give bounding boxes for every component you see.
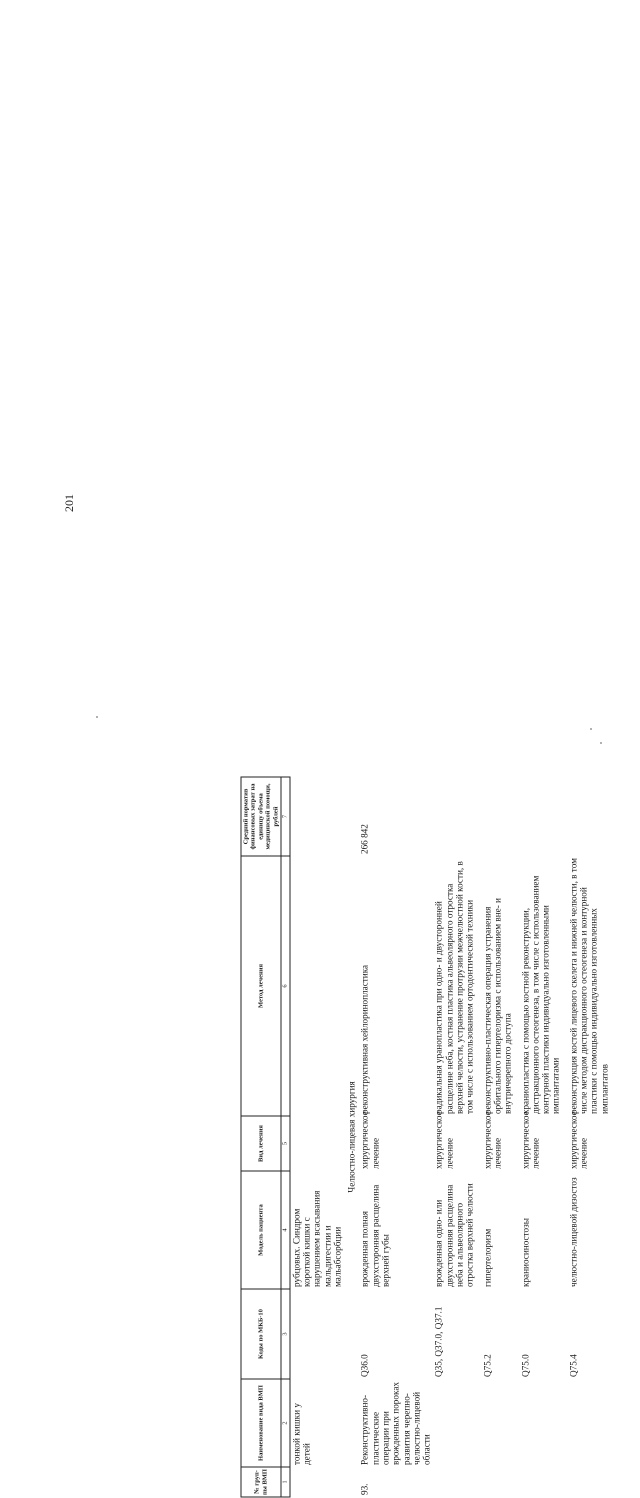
patient-model: гипертелоризм	[481, 1171, 514, 1289]
column-number-row	[281, 777, 289, 1497]
treatment-method: реконструктивно-пластическая операция устранения орбитального гипертелоризма с использованием вне- и внутричерепного доступа	[481, 856, 514, 1116]
group-number: 93.	[359, 1467, 433, 1497]
patient-model: врожденная одно- или двухсторонняя расщелина неба и альвеолярного отростка верхней челюсти	[433, 1171, 476, 1289]
header-treatment-type: Вид лечения	[241, 1116, 281, 1171]
treatment-method: радикальная уранопластика при одно- и двусторонней расщелине неба, костная пластика альвеолярного отростка верхней челюсти, устранение протрузии межчелюстной кости, в том числе с использованием ортодонтической техники	[433, 856, 476, 1116]
table-row	[481, 777, 514, 1497]
table-row	[359, 777, 433, 1497]
header-vmp-name: Наименование вида ВМП	[241, 1379, 281, 1467]
column-number: 1	[281, 1467, 289, 1497]
treatment-type: хирургическое лечение	[567, 1116, 610, 1171]
continuation-vmp-name: тонкой кишки у детей	[290, 1379, 344, 1467]
rotated-table-container	[241, 778, 640, 1498]
header-patient-model: Модель пациента	[241, 1171, 281, 1289]
column-number: 2	[281, 1379, 289, 1467]
section-title: Челюстно-лицевая хирургия	[344, 777, 359, 1497]
treatment-type: хирургическое лечение	[481, 1116, 514, 1171]
patient-model: челюстно-лицевой дизостоз	[567, 1171, 610, 1289]
treatment-type: хирургическое лечение	[519, 1116, 562, 1171]
table-header-row	[241, 777, 281, 1497]
icd-codes: Q36.0	[359, 1289, 433, 1379]
column-number: 4	[281, 1171, 289, 1289]
treatment-type: хирургическое лечение	[433, 1116, 476, 1171]
scan-speck	[590, 728, 592, 730]
header-icd-codes: Коды по МКБ-10	[241, 1289, 281, 1379]
header-treatment-method: Метод лечения	[241, 856, 281, 1116]
treatment-method: краниопластика с помощью костной реконструкции, дистракционного остеогенеза, в том числе с использованием контурной пластики индивидуально изготовленными имплантатами	[519, 856, 562, 1116]
page-number: 201	[62, 494, 77, 512]
continuation-patient-model: рубцовых. Синдром короткой кишки с нарушением всасывания мальдигестии и мальабсорбции	[290, 1171, 344, 1289]
table-row	[433, 777, 476, 1497]
scan-speck	[96, 716, 98, 718]
patient-model: краниосиностозы	[519, 1171, 562, 1289]
vmp-table	[241, 777, 611, 1498]
table-row	[519, 777, 562, 1497]
continuation-row	[290, 777, 344, 1497]
column-number: 6	[281, 856, 289, 1116]
table-row	[567, 777, 610, 1497]
treatment-type: хирургическое лечение	[359, 1116, 433, 1171]
icd-codes: Q75.0	[519, 1289, 562, 1379]
column-number: 7	[281, 777, 289, 856]
group-vmp-name: Реконструктивно-пластические операции при врожденных пороках развития черепно-челюстно-лицевой области	[359, 1379, 433, 1467]
column-number: 5	[281, 1116, 289, 1171]
average-cost: 266 842	[359, 777, 433, 856]
icd-codes: Q75.2	[481, 1289, 514, 1379]
treatment-method: реконструкция костей лицевого скелета и нижней челюсти, в том числе методом дистракционного остеогенеза и контурной пластики с помощью индивидуально изготовленных имплантатов	[567, 856, 610, 1116]
patient-model: врожденная полная двухсторонняя расщелина верхней губы	[359, 1171, 433, 1289]
icd-codes: Q35, Q37.0, Q37.1	[433, 1289, 476, 1379]
icd-codes: Q75.4	[567, 1289, 610, 1379]
header-average-cost: Средний норматив финансовых затрат на единицу объема медицинской помощи, рублей	[241, 777, 281, 856]
section-row	[344, 777, 359, 1497]
scan-speck	[600, 742, 602, 744]
column-number: 3	[281, 1289, 289, 1379]
treatment-method: реконструктивная хейлоринопластика	[359, 856, 433, 1116]
header-group-number: № груп-пы ВМП	[241, 1467, 281, 1497]
